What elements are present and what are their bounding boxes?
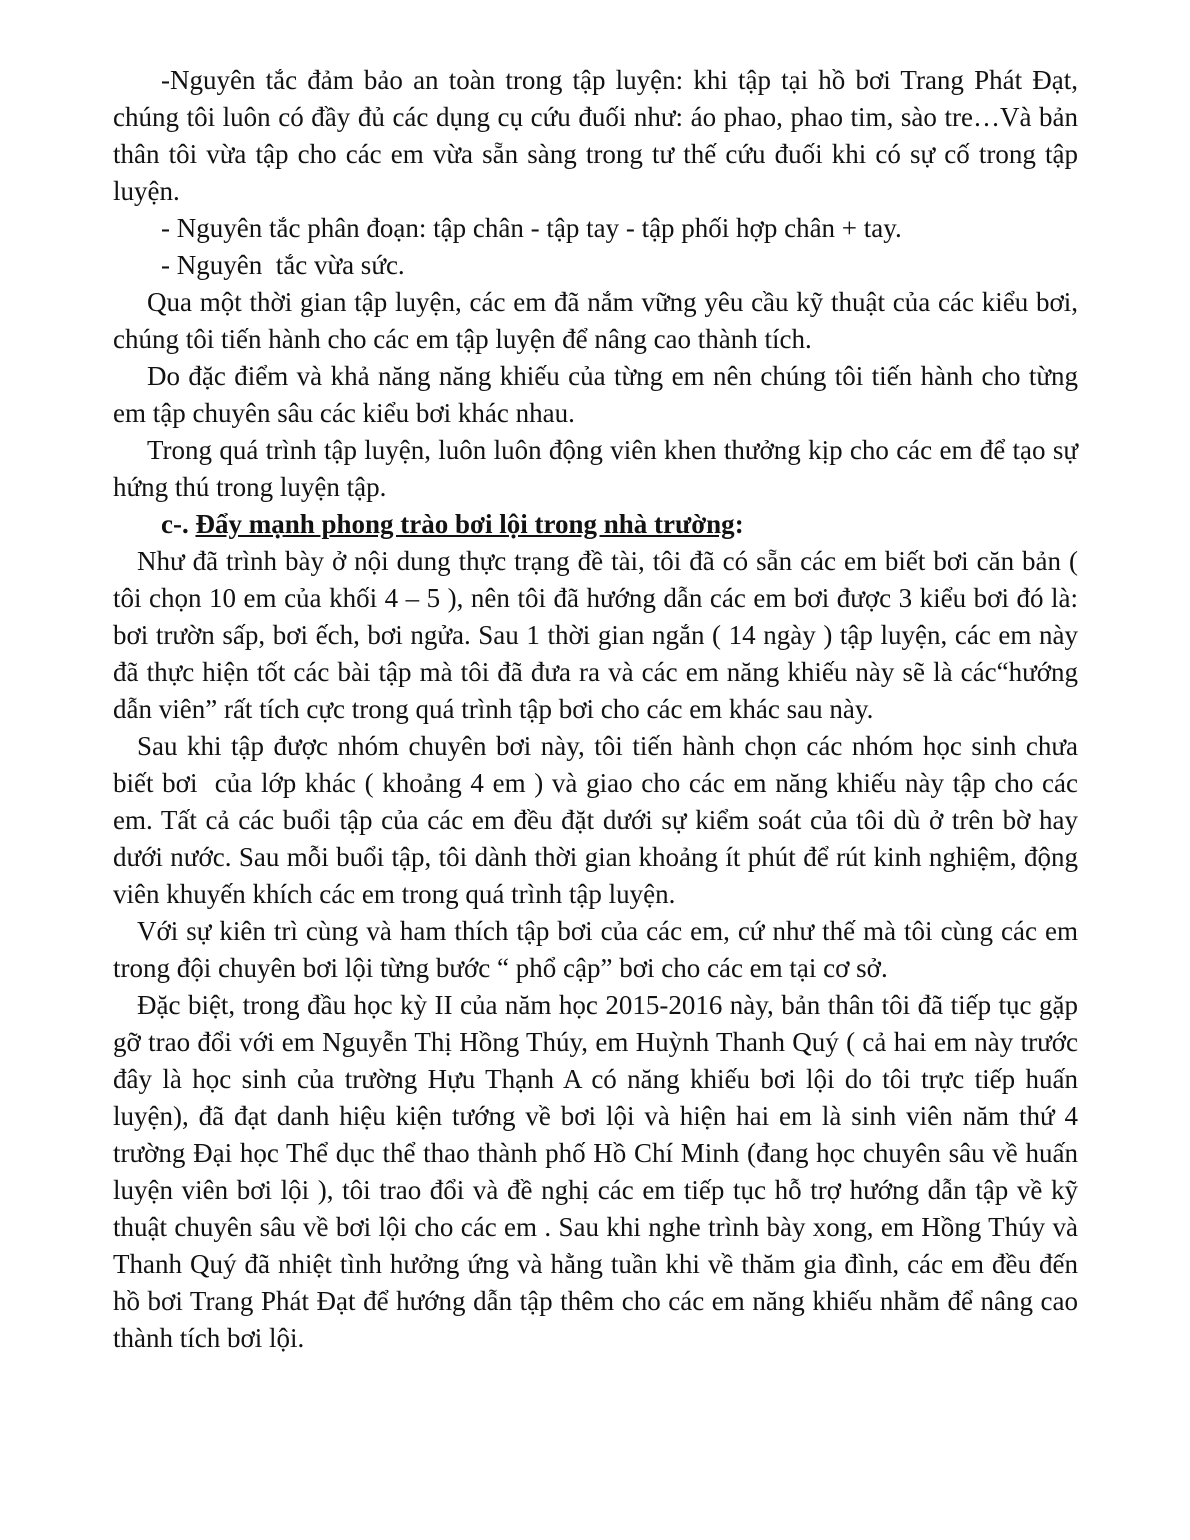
section-heading-title: Đẩy mạnh phong trào bơi lội trong nhà trường [195,509,735,539]
section-heading-colon: : [734,509,744,539]
paragraph: - Nguyên tắc vừa sức. [161,250,405,280]
paragraph: Như đã trình bày ở nội dung thực trạng đề tài, tôi đã có sẵn các em biết bơi căn bản ( tôi chọn 10 em của khối 4 – 5 ), nên tôi đã hướng dẫn các em bơi được 3 kiểu bơi đó là: bơi trườn sấp, bơi ếch, bơi ngửa. Sau 1 thời gian ngắn ( 14 ngày ) tập luyện, các em này đã thực hiện tốt các bài tập mà tôi đã đưa ra và các em năng khiếu này sẽ là các“hướng dẫn viên” rất tích cực trong quá trình tập bơi cho các em khác sau này. [113,546,1078,724]
paragraph: Qua một thời gian tập luyện, các em đã nắm vững yêu cầu kỹ thuật của các kiểu bơi, chúng tôi tiến hành cho các em tập luyện để nâng cao thành tích. [113,287,1078,354]
paragraph: Với sự kiên trì cùng và ham thích tập bơi của các em, cứ như thế mà tôi cùng các em trong đội chuyên bơi lội từng bước “ phổ cập” bơi cho các em tại cơ sở. [113,916,1078,983]
paragraph: - Nguyên tắc phân đoạn: tập chân - tập tay - tập phối hợp chân + tay. [161,213,902,243]
paragraph: Do đặc điểm và khả năng năng khiếu của từng em nên chúng tôi tiến hành cho từng em tập chuyên sâu các kiểu bơi khác nhau. [113,361,1078,428]
paragraph: Đặc biệt, trong đầu học kỳ II của năm học 2015-2016 này, bản thân tôi đã tiếp tục gặp gỡ trao đổi với em Nguyễn Thị Hồng Thúy, em Huỳnh Thanh Quý ( cả hai em này trước đây là học sinh của trường Hựu Thạnh A có năng khiếu bơi lội do tôi trực tiếp huấn luyện), đã đạt danh hiệu kiện tướng về bơi lội và hiện hai em là sinh viên năm thứ 4 trường Đại học Thể dục thể thao thành phố Hồ Chí Minh (đang học chuyên sâu về huấn luyện viên bơi lội ), tôi trao đổi và đề nghị các em tiếp tục hỗ trợ hướng dẫn tập về kỹ thuật chuyên sâu về bơi lội cho các em . Sau khi nghe trình bày xong, em Hồng Thúy và Thanh Quý đã nhiệt tình hưởng ứng và hằng tuần khi về thăm gia đình, các em đều đến hồ bơi Trang Phát Đạt để hướng dẫn tập thêm cho các em năng khiếu nhằm để nâng cao thành tích bơi lội. [113,990,1078,1353]
paragraph: Sau khi tập được nhóm chuyên bơi này, tôi tiến hành chọn các nhóm học sinh chưa biết bơi của lớp khác ( khoảng 4 em ) và giao cho các em năng khiếu này tập cho các em. Tất cả các buổi tập của các em đều đặt dưới sự kiểm soát của tôi dù ở trên bờ hay dưới nước. Sau mỗi buổi tập, tôi dành thời gian khoảng ít phút để rút kinh nghiệm, động viên khuyến khích các em trong quá trình tập luyện. [113,731,1078,909]
section-heading [113,506,1078,543]
paragraph: -Nguyên tắc đảm bảo an toàn trong tập luyện: khi tập tại hồ bơi Trang Phát Đạt, chúng tôi luôn có đầy đủ các dụng cụ cứu đuối như: áo phao, phao tim, sào tre…Và bản thân tôi vừa tập cho các em vừa sẵn sàng trong tư thế cứu đuối khi có sự cố trong tập luyện. [113,65,1078,206]
section-heading-prefix: c-. [161,509,196,539]
paragraph: Trong quá trình tập luyện, luôn luôn động viên khen thưởng kịp cho các em để tạo sự hứng thú trong luyện tập. [113,435,1078,502]
